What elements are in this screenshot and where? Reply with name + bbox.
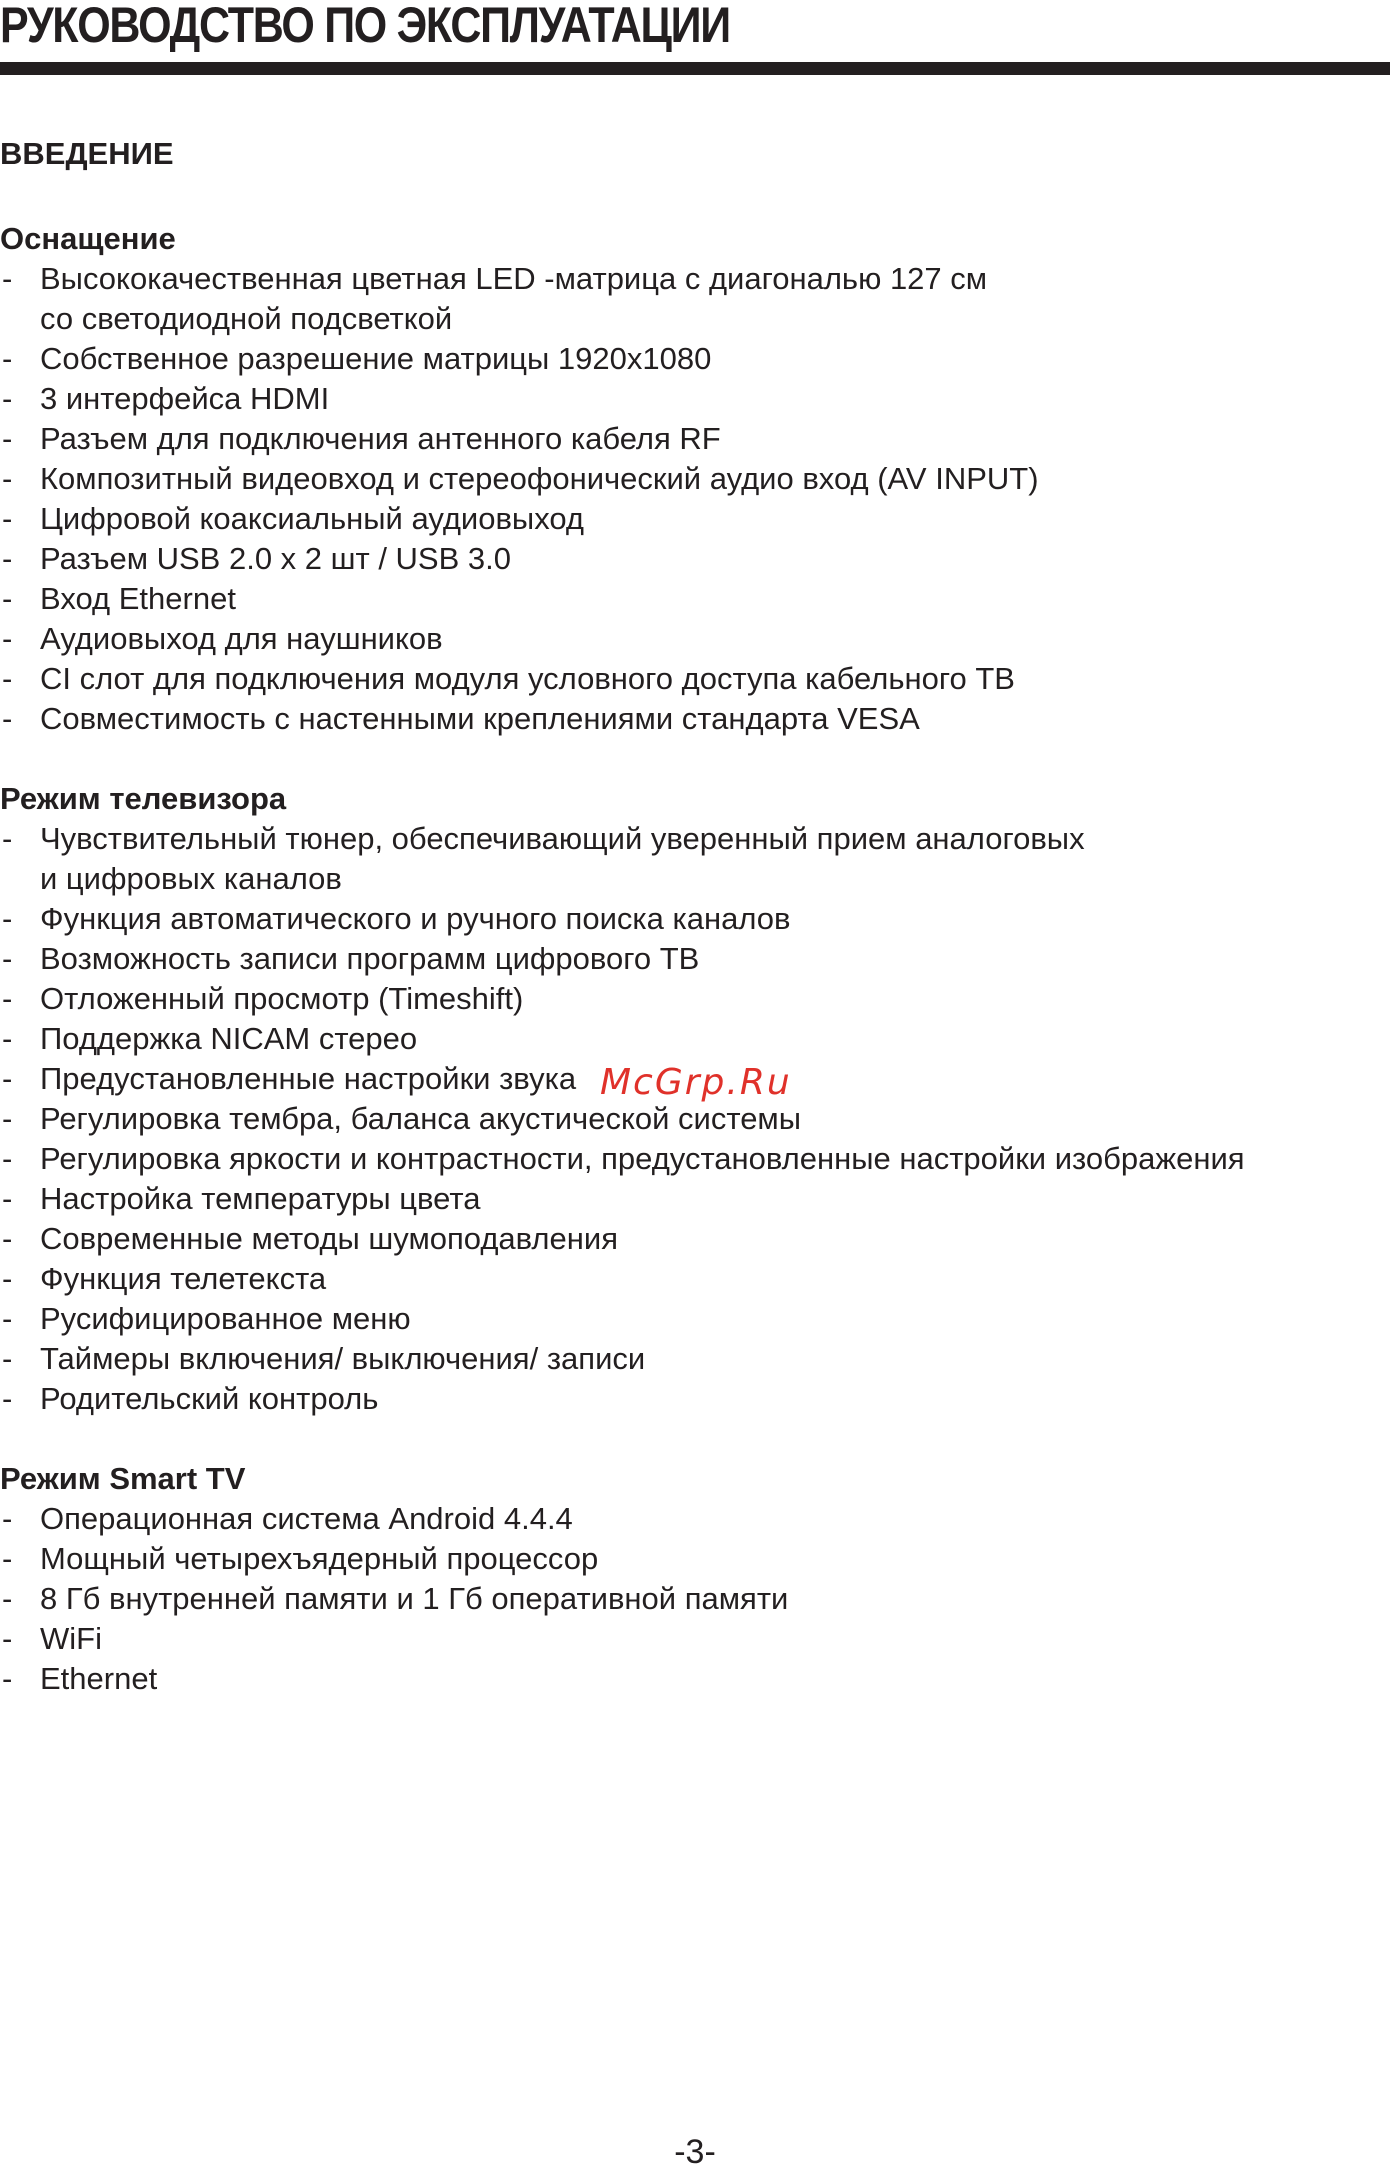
list-item: - Поддержка NICAM стерео <box>0 1019 1360 1059</box>
page-number: -3- <box>674 2133 716 2171</box>
list-item: - 8 Гб внутренней памяти и 1 Гб оперативной памяти <box>0 1579 1360 1619</box>
header-rule <box>0 62 1390 75</box>
section-title: Оснащение <box>0 221 176 256</box>
list-item: - Совместимость с настенными креплениями стандарта VESA <box>0 699 1360 739</box>
list-item: - Аудиовыход для наушников <box>0 619 1360 659</box>
list-item: - Операционная система Android 4.4.4 <box>0 1499 1360 1539</box>
list-item: - Отложенный просмотр (Timeshift) <box>0 979 1360 1019</box>
list-item: - Родительский контроль <box>0 1379 1360 1419</box>
list-item: - 3 интерфейса HDMI <box>0 379 1360 419</box>
list-item: - Мощный четырехъядерный процессор <box>0 1539 1360 1579</box>
list-item: - Композитный видеовход и стереофонический аудио вход (AV INPUT) <box>0 459 1360 499</box>
feature-list <box>0 259 1360 739</box>
list-item: - Ethernet <box>0 1659 1360 1699</box>
list-item: - Регулировка яркости и контрастности, предустановленные настройки изображения <box>0 1139 1360 1179</box>
list-item: - Разъем USB 2.0 х 2 шт / USB 3.0 <box>0 539 1360 579</box>
list-item: - Возможность записи программ цифрового ТВ <box>0 939 1360 979</box>
section-smart-tv <box>0 1459 1360 1699</box>
list-item: - Таймеры включения/ выключения/ записи <box>0 1339 1360 1379</box>
list-item: - Функция телетекста <box>0 1259 1360 1299</box>
feature-list <box>0 1499 1360 1699</box>
document-body <box>0 134 1360 1699</box>
feature-list <box>0 819 1360 1419</box>
list-item: - Русифицированное меню <box>0 1299 1360 1339</box>
list-item: - Высококачественная цветная LED -матрица с диагональю 127 см со светодиодной подсветкой <box>0 259 1360 339</box>
list-item: - Регулировка тембра, баланса акустической системы <box>0 1099 1360 1139</box>
page-title: РУКОВОДСТВО ПО ЭКСПЛУАТАЦИИ <box>0 0 730 53</box>
list-item: - Вход Ethernet <box>0 579 1360 619</box>
watermark: McGrp.Ru <box>600 1062 792 1103</box>
list-item: - Современные методы шумоподавления <box>0 1219 1360 1259</box>
intro-heading: ВВЕДЕНИЕ <box>0 136 174 171</box>
list-item: - Цифровой коаксиальный аудиовыход <box>0 499 1360 539</box>
list-item: - Чувствительный тюнер, обеспечивающий уверенный прием аналоговых и цифровых каналов <box>0 819 1360 899</box>
list-item: - Функция автоматического и ручного поиска каналов <box>0 899 1360 939</box>
list-item: - Настройка температуры цвета <box>0 1179 1360 1219</box>
section-equipment <box>0 219 1360 739</box>
list-item: - CI слот для подключения модуля условного доступа кабельного ТВ <box>0 659 1360 699</box>
list-item: - Разъем для подключения антенного кабеля RF <box>0 419 1360 459</box>
list-item: - Собственное разрешение матрицы 1920х1080 <box>0 339 1360 379</box>
section-title: Режим телевизора <box>0 781 287 816</box>
list-item: - WiFi <box>0 1619 1360 1659</box>
section-title: Режим Smart TV <box>0 1461 246 1496</box>
list-item: - Предустановленные настройки звука <box>0 1059 1360 1099</box>
